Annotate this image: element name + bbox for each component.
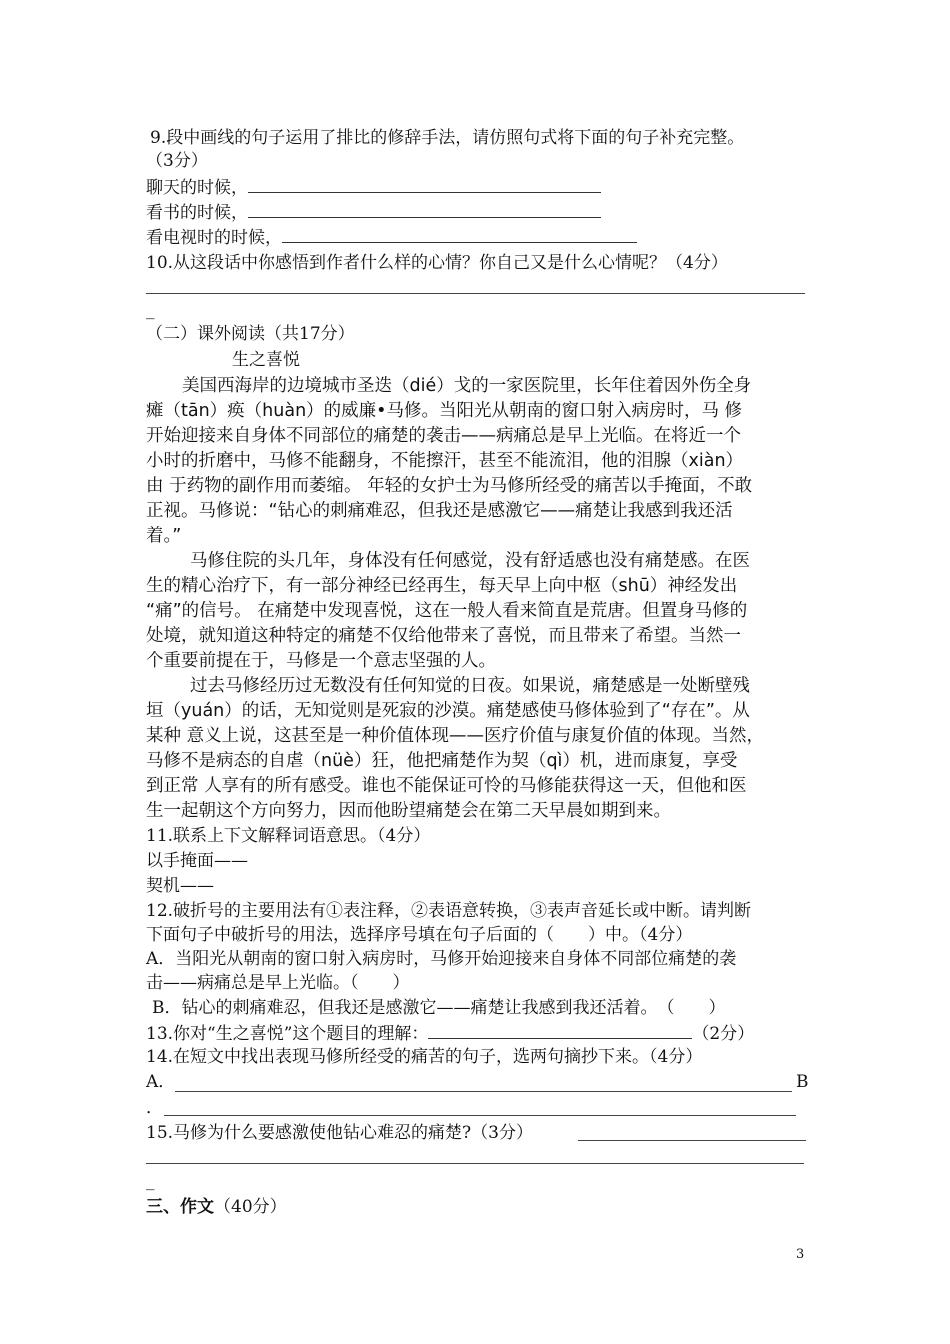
q9-score: （3分） bbox=[146, 151, 208, 171]
q9-line1-label: 聊天的时候， bbox=[146, 178, 248, 198]
passage-line: 过去马修经历过无数没有任何知觉的日夜。如果说，痛楚感是一处断壁残 bbox=[190, 676, 750, 696]
q12-prompt-line2: 下面句子中破折号的用法，选择序号填在句子后面的（ ）中。（4分） bbox=[146, 925, 693, 945]
passage-line: 到正常 人享有的所有感受。谁也不能保证可怜的马修能获得这一天，但他和医 bbox=[146, 776, 747, 796]
q9-line2 bbox=[146, 201, 601, 224]
passage-line: 着。” bbox=[146, 526, 182, 546]
q14-answer-a-line[interactable] bbox=[175, 1091, 792, 1092]
q10-answer-line[interactable] bbox=[146, 293, 805, 294]
q9-line3 bbox=[146, 226, 637, 249]
q11-term-1: 以手掩面—— bbox=[146, 851, 248, 871]
q13-answer-blank[interactable] bbox=[428, 1022, 692, 1039]
passage-line: 生的精心治疗下，有一部分神经已经再生，每天早上向中枢（shū）神经发出 bbox=[146, 576, 738, 596]
passage-line: 美国西海岸的边境城市圣迭（dié）戈的一家医院里，长年住着因外伤全身 bbox=[182, 376, 752, 396]
passage-line: 由 于药物的副作用而萎缩。 年轻的女护士为马修所经受的痛苦以手掩面，不敢 bbox=[146, 476, 753, 496]
q9-answer-blank-1[interactable] bbox=[248, 176, 601, 193]
passage-line: “痛”的信号。 在痛楚中发现喜悦，这在一般人看来简直是荒唐。但置身马修的 bbox=[146, 601, 748, 621]
passage-line: 垣（yuán）的话，无知觉则是死寂的沙漠。痛楚感使马修体验到了“存在”。从 bbox=[146, 701, 750, 721]
q12-prompt-line1: 12.破折号的主要用法有①表注释，②表语意转换，③表声音延长或中断。请判断 bbox=[146, 901, 752, 921]
q13-line bbox=[146, 1022, 754, 1045]
passage-line: 开始迎接来自身体不同部位的痛楚的袭击——病痛总是早上光临。在将近一个 bbox=[146, 426, 741, 446]
q10-underscore-mark: _ bbox=[146, 300, 155, 320]
q15-prompt: 15.马修为什么要感激使他钻心难忍的痛楚?（3分） bbox=[146, 1123, 533, 1143]
article-title: 生之喜悦 bbox=[232, 350, 300, 370]
q12-option-a-line1: A．当阳光从朝南的窗口射入病房时，马修开始迎接来自身体不同部位痛楚的袭 bbox=[146, 949, 737, 969]
passage-line: 某种 意义上说，这甚至是一种价值体现——医疗价值与康复价值的体现。当然， bbox=[146, 726, 765, 746]
page-number: 3 bbox=[796, 1247, 805, 1262]
q9-answer-blank-3[interactable] bbox=[282, 226, 637, 243]
q9-answer-blank-2[interactable] bbox=[248, 201, 601, 218]
q10-prompt: 10.从这段话中你感悟到作者什么样的心情？你自己又是什么心情呢？（4分） bbox=[146, 253, 728, 273]
q15-underscore-mark: _ bbox=[146, 1171, 155, 1191]
section3-title: 三、作文 bbox=[146, 1197, 214, 1217]
q15-answer-line-1[interactable] bbox=[578, 1140, 806, 1141]
q13-score: （2分） bbox=[692, 1024, 755, 1044]
section2-heading: （二）课外阅读（共17分） bbox=[146, 324, 355, 344]
q14-answer-b-label: B bbox=[796, 1072, 809, 1092]
passage-line: 生一起朝这个方向努力，因而他盼望痛楚会在第二天早晨如期到来。 bbox=[146, 801, 671, 821]
passage-line: 马修住院的头几年，身体没有任何感觉，没有舒适感也没有痛楚感。在医 bbox=[190, 551, 750, 571]
section3-heading bbox=[146, 1196, 287, 1218]
q12-option-b: B．钻心的刺痛难忍，但我还是感激它——痛楚让我感到我还活着。 （ ） bbox=[152, 998, 726, 1018]
section3-score: （40分） bbox=[214, 1197, 287, 1217]
q9-line1 bbox=[146, 176, 601, 199]
q9-prompt: 9.段中画线的句子运用了排比的修辞手法，请仿照句式将下面的句子补充完整。 bbox=[150, 128, 745, 148]
q12-option-a-line2: 击——病痛总是早上光临。（ ） bbox=[146, 973, 410, 993]
q14-prompt: 14.在短文中找出表现马修所经受的痛苦的句子，选两句摘抄下来。（4分） bbox=[146, 1047, 703, 1067]
q11-term-2: 契机—— bbox=[146, 876, 214, 896]
q15-answer-line-2[interactable] bbox=[146, 1163, 804, 1164]
passage-line: 瘫（tān）痪（huàn）的威廉•马修。当阳光从朝南的窗口射入病房时，马 修 bbox=[146, 401, 743, 421]
passage-line: 个重要前提在于，马修是一个意志坚强的人。 bbox=[146, 651, 496, 671]
q14-answer-b-dot: ． bbox=[146, 1098, 163, 1118]
passage-line: 小时的折磨中，马修不能翻身，不能擦汗，甚至不能流泪，他的泪腺（xiàn） bbox=[146, 451, 744, 471]
q11-prompt: 11.联系上下文解释词语意思。（4分） bbox=[146, 826, 431, 846]
passage-line: 处境，就知道这种特定的痛楚不仅给他带来了喜悦，而且带来了希望。当然一 bbox=[146, 626, 741, 646]
q14-answer-a-label: A． bbox=[146, 1072, 176, 1092]
q9-line3-label: 看电视时的时候， bbox=[146, 228, 282, 248]
q9-line2-label: 看书的时候， bbox=[146, 203, 248, 223]
q14-answer-b-line[interactable] bbox=[164, 1115, 796, 1116]
q13-prompt: 13.你对“生之喜悦”这个题目的理解： bbox=[146, 1024, 429, 1044]
passage-line: 马修不是病态的自虐（nüè）狂，他把痛楚作为契（qì）机，进而康复，享受 bbox=[146, 751, 738, 771]
passage-line: 正视。马修说：“钻心的刺痛难忍，但我还是感激它——痛楚让我感到我还活 bbox=[146, 501, 733, 521]
